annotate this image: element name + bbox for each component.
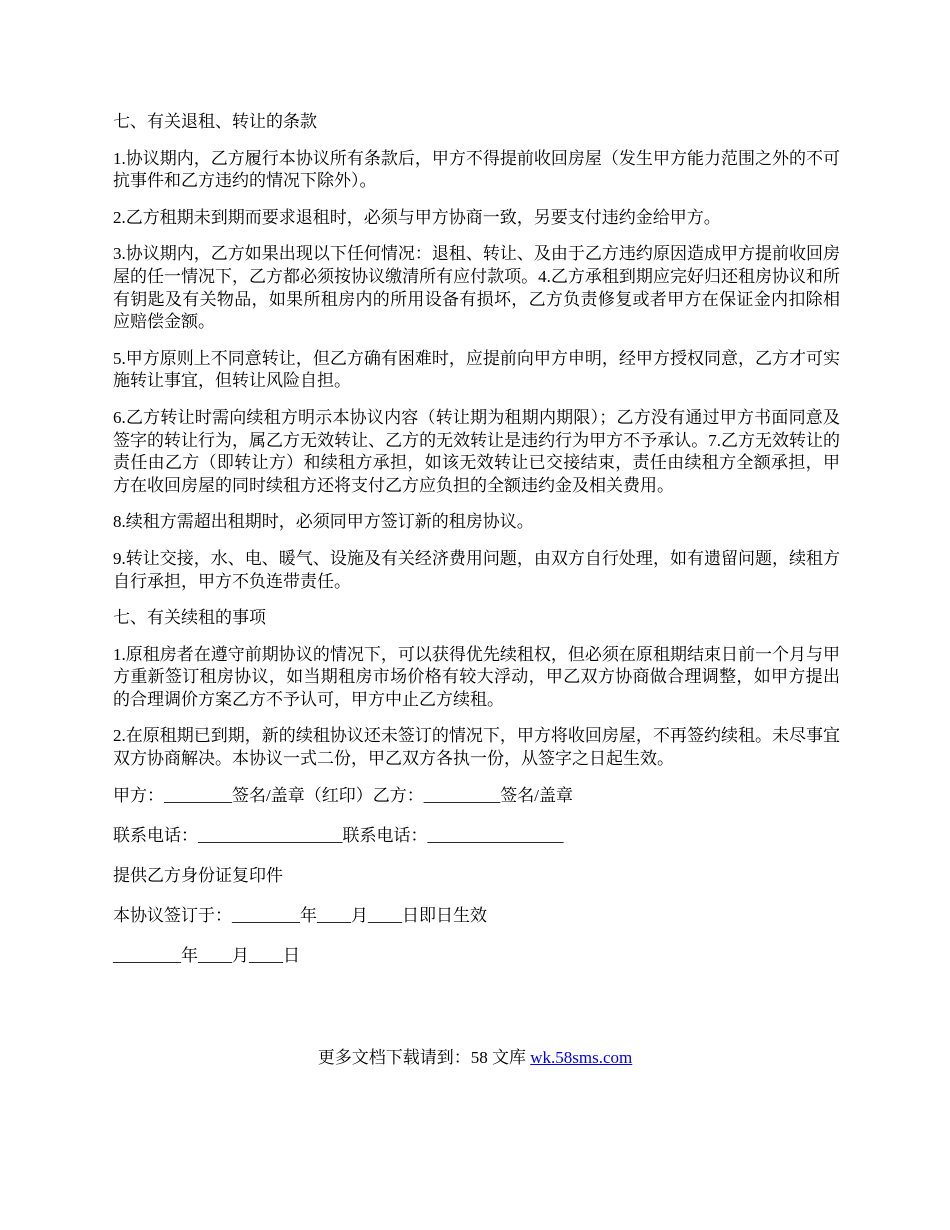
signature-line-phone: 联系电话：_________________联系电话：________________ xyxy=(113,825,564,845)
clause-paragraph: 1.协议期内，乙方履行本协议所有条款后，甲方不得提前收回房屋（发生甲方能力范围之外的不可抗事件和乙方违约的情况下除外）。 xyxy=(113,148,840,191)
signature-line-id-copy: 提供乙方身份证复印件 xyxy=(113,865,283,885)
clause-paragraph: 2.乙方租期未到期而要求退租时，必须与甲方协商一致，另要支付违约金给甲方。 xyxy=(113,207,721,227)
document-body xyxy=(113,111,840,985)
clause-paragraph: 2.在原租期已到期，新的续租协议还未签订的情况下，甲方将收回房屋，不再签约续租。未尽事宜双方协商解决。本协议一式二份，甲乙双方各执一份，从签字之日起生效。 xyxy=(113,726,840,769)
footer-text: 更多文档下载请到：58 文库 xyxy=(317,1048,531,1067)
signature-line-date: ________年____月____日 xyxy=(113,945,300,965)
clause-paragraph: 3.协议期内，乙方如果出现以下任何情况：退租、转让、及由于乙方违约原因造成甲方提前收回房屋的任一情况下，乙方都必须按协议缴清所有应付款项。4.乙方承租到期应完好归还租房协议和所有钥匙及有关物品，如果所租房内的所用设备有损坏，乙方负责修复或者甲方在保证金内扣除相应赔偿金额。 xyxy=(113,244,840,332)
signature-line-parties: 甲方：________签名/盖章（红印）乙方：_________签名/盖章 xyxy=(113,785,573,805)
clause-paragraph: 6.乙方转让时需向续租方明示本协议内容（转让期为租期内期限）；乙方没有通过甲方书面同意及签字的转让行为，属乙方无效转让、乙方的无效转让是违约行为甲方不予承认。7.乙方无效转让的责任由乙方（即转让方）和续租方承担，如该无效转让已交接结束，责任由续租方全额承担，甲方在收回房屋的同时续租方还将支付乙方应负担的全额违约金及相关费用。 xyxy=(113,407,840,495)
footer-link[interactable]: wk.58sms.com xyxy=(530,1048,633,1067)
clause-paragraph: 9.转让交接，水、电、暖气、设施及有关经济费用问题，由双方自行处理，如有遗留问题，续租方自行承担，甲方不负连带责任。 xyxy=(113,548,840,591)
clause-paragraph: 5.甲方原则上不同意转让，但乙方确有困难时，应提前向甲方申明，经甲方授权同意，乙方才可实施转让事宜，但转让风险自担。 xyxy=(113,348,840,391)
section-heading-renewal: 七、有关续租的事项 xyxy=(113,608,266,628)
clause-paragraph: 1.原租房者在遵守前期协议的情况下，可以获得优先续租权，但必须在原租期结束日前一个月与甲方重新签订租房协议，如当期租房市场价格有较大浮动，甲乙双方协商做合理调整，如甲方提出的合理调价方案乙方不予认可，甲方中止乙方续租。 xyxy=(113,644,840,709)
section-heading-termination: 七、有关退租、转让的条款 xyxy=(113,112,317,131)
signature-line-signed-date: 本协议签订于：________年____月____日即日生效 xyxy=(113,905,487,925)
page-footer xyxy=(0,1047,950,1069)
clause-paragraph: 8.续租方需超出租期时，必须同甲方签订新的租房协议。 xyxy=(113,512,534,532)
